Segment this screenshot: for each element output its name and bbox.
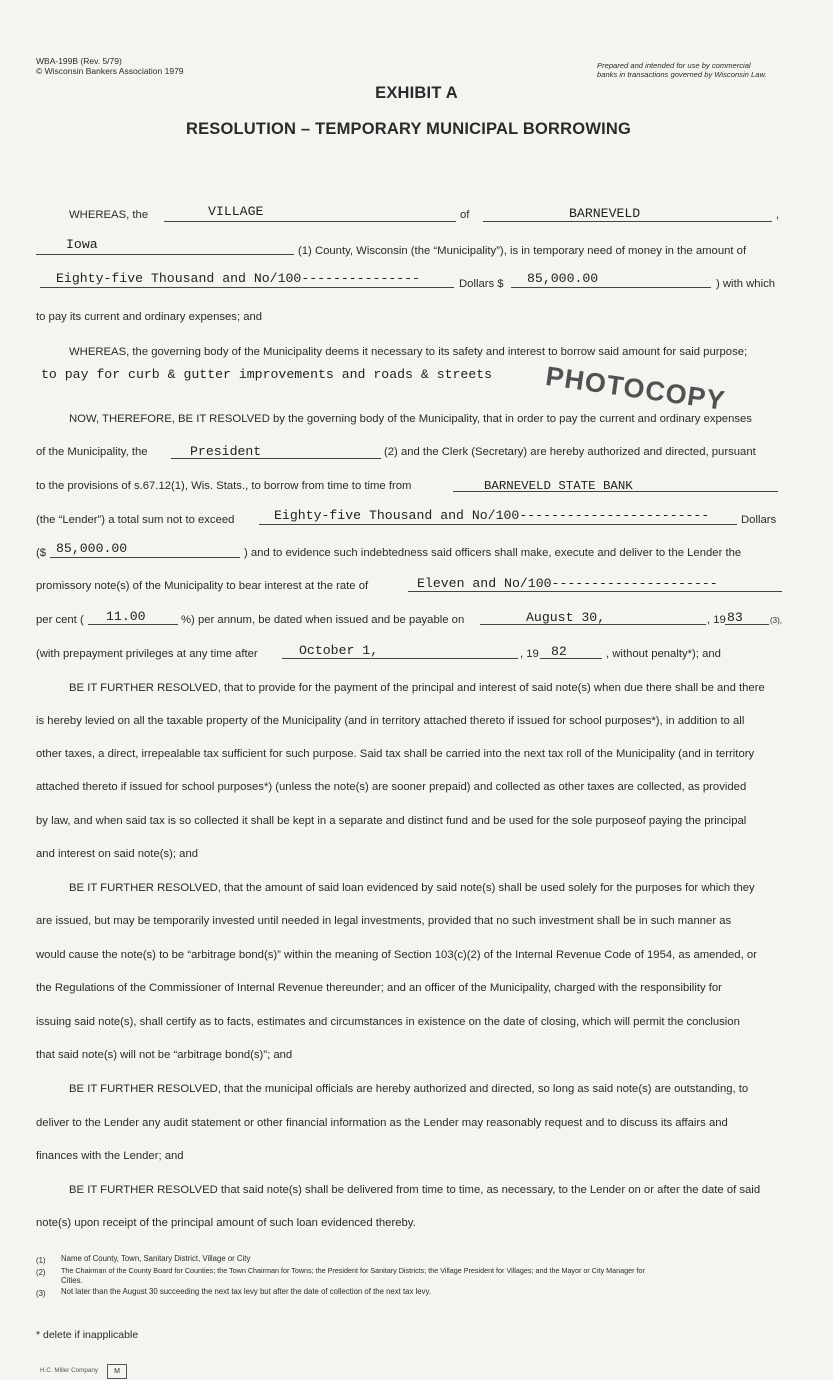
resolution-title: RESOLUTION – TEMPORARY MUNICIPAL BORROWING xyxy=(185,120,632,138)
county-value: Iowa xyxy=(66,237,98,252)
paragraph-line: attached thereto if issued for school purposes*) (unless the note(s) are sooner prepaid) and collected as other taxes are collected, as provided xyxy=(36,781,747,793)
amount-words-value: Eighty-five Thousand and No/100--------------- xyxy=(56,271,421,286)
paragraph-line: and interest on said note(s); and xyxy=(36,848,199,860)
comma: , xyxy=(776,209,780,221)
prepay-year-value: 82 xyxy=(551,644,567,659)
payable-year-value: 83 xyxy=(727,610,743,625)
rate-percent-value: 11.00 xyxy=(106,609,146,624)
nineteen-label: , 19 xyxy=(707,614,726,626)
of-label: of xyxy=(460,209,470,221)
dollars-label: Dollars $ xyxy=(459,278,504,290)
delete-note: * delete if inapplicable xyxy=(36,1329,139,1341)
prepay-date-value: October 1, xyxy=(299,643,379,658)
paragraph-line: by law, and when said tax is so collected it shall be kept in a separate and distinct fund and be used for the sole purposeof paying the principal xyxy=(36,815,747,827)
paragraph-line: other taxes, a direct, irrepealable tax sufficient for such purpose. Said tax shall be carried into the next tax roll of the Municipality (and in territory xyxy=(36,748,755,760)
paragraph-line: BE IT FURTHER RESOLVED that said note(s) shall be delivered from time to time, as necessary, to the Lender on or after the date of said xyxy=(69,1184,761,1196)
payable-date-value: August 30, xyxy=(526,610,606,625)
with-which-label: ) with which xyxy=(716,278,776,290)
photocopy-stamp: PHOTOCOPY xyxy=(543,361,728,416)
provisions-text: to the provisions of s.67.12(1), Wis. Stats., to borrow from time to time from xyxy=(36,480,412,492)
printer-credit: H.C. Miller Company xyxy=(40,1367,99,1374)
max-sum-words-value: Eighty-five Thousand and No/100------------------------ xyxy=(274,508,710,523)
promissory-text: promissory note(s) of the Municipality to bear interest at the rate of xyxy=(36,580,369,592)
expenses-text: to pay its current and ordinary expenses; and xyxy=(36,311,263,323)
max-sum-number-value: 85,000.00 xyxy=(56,541,128,556)
paragraph-line: would cause the note(s) to be “arbitrage bond(s)” within the meaning of Section 103(c)(2) of the Internal Revenue Code of 1954, as amended, or xyxy=(36,949,757,961)
paragraph-line: the Regulations of the Commissioner of Internal Revenue thereunder; and an officer of the Municipality, charged with the responsibility for xyxy=(36,982,722,994)
paragraph-line: note(s) upon receipt of the principal amount of such loan evidenced thereby. xyxy=(36,1217,416,1229)
usage-note-line1: Prepared and intended for use by commercial xyxy=(597,61,751,70)
prepayment-text: (with prepayment privileges at any time after xyxy=(36,648,258,660)
footnote-number: (2) xyxy=(36,1268,46,1277)
prepay-year-field[interactable] xyxy=(540,643,602,659)
footnote-number: (3) xyxy=(36,1289,46,1298)
footnote-text: The Chairman of the County Board for Counties; the Town Chairman for Towns; the President for Sanitary Districts; the Village President for Villages; and the Mayor or City Manager for xyxy=(61,1266,645,1275)
printer-logo-icon: M xyxy=(107,1364,127,1379)
per-annum-text: %) per annum, be dated when issued and be payable on xyxy=(181,614,465,626)
paragraph-line: are issued, but may be temporarily invested until needed in legal investments, provided that no such investment shall be in such manner as xyxy=(36,915,732,927)
officer-value: President xyxy=(190,444,262,459)
purpose-value: to pay for curb & gutter improvements and roads & streets xyxy=(41,367,493,382)
footnote-text: Cities. xyxy=(61,1276,83,1285)
municipality-name-value: BARNEVELD xyxy=(569,206,641,221)
rate-words-value: Eleven and No/100--------------------- xyxy=(417,576,718,591)
indebtedness-text: ) and to evidence such indebtedness said officers shall make, execute and deliver to the Lender the xyxy=(244,547,742,559)
form-number: WBA-199B (Rev. 5/79) xyxy=(36,56,122,66)
paragraph-line: that said note(s) will not be “arbitrage bond(s)”; and xyxy=(36,1049,293,1061)
paragraph-line: is hereby levied on all the taxable property of the Municipality (and in territory attached thereto if issued for school purposes*), in addition to all xyxy=(36,715,745,727)
dollars-label-2: Dollars xyxy=(741,514,777,526)
paragraph-line: BE IT FURTHER RESOLVED, that the amount of said loan evidenced by said note(s) shall be used solely for the purposes for which they xyxy=(69,882,755,894)
lender-sum-text: (the “Lender”) a total sum not to exceed xyxy=(36,514,235,526)
paragraph-line: BE IT FURTHER RESOLVED, that the municipal officials are hereby authorized and directed, so long as said note(s) are outstanding, to xyxy=(69,1083,749,1095)
footnote-number: (1) xyxy=(36,1256,46,1265)
clerk-text: (2) and the Clerk (Secretary) are hereby authorized and directed, pursuant xyxy=(384,446,756,458)
paragraph-line: finances with the Lender; and xyxy=(36,1150,184,1162)
copyright: © Wisconsin Bankers Association 1979 xyxy=(36,66,184,76)
per-cent-label: per cent ( xyxy=(36,614,84,626)
footnote-text: Not later than the August 30 succeeding the next tax levy but after the date of collection of the next tax levy. xyxy=(61,1287,432,1296)
lender-value: BARNEVELD STATE BANK xyxy=(484,479,633,493)
paren-dollar: ($ xyxy=(36,547,47,559)
paragraph-line: issuing said note(s), shall certify as to facts, estimates and circumstances in existence on the date of closing, which will permit the conclusion xyxy=(36,1016,740,1028)
footnote-ref-3: (3), xyxy=(770,616,782,625)
exhibit-title: EXHIBIT A xyxy=(375,84,458,102)
municipality-the-label: of the Municipality, the xyxy=(36,446,148,458)
whereas-governing-text: WHEREAS, the governing body of the Municipality deems it necessary to its safety and interest to borrow said amount for said purpose; xyxy=(69,346,748,358)
usage-note-line2: banks in transactions governed by Wisconsin Law. xyxy=(597,70,767,79)
without-penalty-text: , without penalty*); and xyxy=(606,648,721,660)
footnote-text: Name of County, Town, Sanitary District, Village or City xyxy=(61,1254,251,1263)
municipality-type-value: VILLAGE xyxy=(208,204,264,219)
nineteen-label-2: , 19 xyxy=(520,648,539,660)
now-therefore-text: NOW, THEREFORE, BE IT RESOLVED by the governing body of the Municipality, that in order to pay the current and ordinary expenses xyxy=(69,413,752,425)
amount-number-value: 85,000.00 xyxy=(527,271,599,286)
paragraph-line: deliver to the Lender any audit statement or other financial information as the Lender may reasonably request and to discuss its affairs and xyxy=(36,1117,728,1129)
whereas-label: WHEREAS, the xyxy=(69,209,149,221)
county-text: (1) County, Wisconsin (the “Municipality”), is in temporary need of money in the amount of xyxy=(298,245,747,257)
paragraph-line: BE IT FURTHER RESOLVED, that to provide for the payment of the principal and interest of said note(s) when due there shall be and there xyxy=(69,682,765,694)
